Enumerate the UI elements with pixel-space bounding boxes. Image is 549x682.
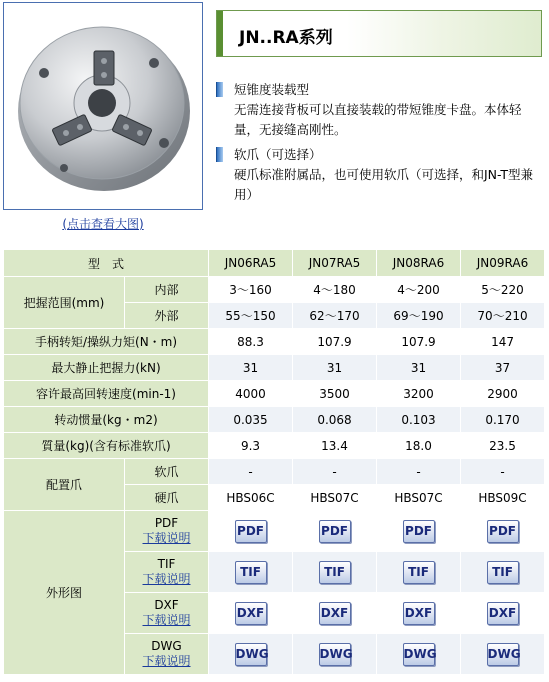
table-cell: 0.103: [377, 407, 461, 433]
grip-outer-label: 外部: [125, 303, 209, 329]
format-cell-tif: [125, 552, 209, 593]
download-instructions-link[interactable]: 下载说明: [142, 654, 191, 668]
feature-description: 硬爪标准附属品，也可使用软爪（可选择，和JN-T型兼用）: [234, 167, 534, 202]
table-cell: 107.9: [377, 329, 461, 355]
series-title: JN..RA系列: [239, 28, 333, 48]
dxf-icon[interactable]: DXF: [319, 602, 351, 625]
soft-jaw-label: 软爪: [125, 459, 209, 485]
table-row: [4, 277, 545, 303]
table-cell: 4000: [209, 381, 293, 407]
format-cell-dwg: [125, 634, 209, 675]
feature-bullet-icon: [216, 82, 223, 97]
table-row: [4, 381, 545, 407]
row-label: 最大静止把握力(kN): [4, 355, 209, 381]
table-cell: HBS06C: [209, 485, 293, 511]
grip-inner-label: 内部: [125, 277, 209, 303]
dxf-icon[interactable]: DXF: [403, 602, 435, 625]
format-type: DXF: [154, 598, 179, 612]
table-cell: 88.3: [209, 329, 293, 355]
table-cell: 18.0: [377, 433, 461, 459]
table-row: [4, 407, 545, 433]
series-title-bar: [216, 10, 542, 57]
dwg-icon[interactable]: DWG: [319, 643, 351, 666]
table-cell: 107.9: [293, 329, 377, 355]
table-cell: 69～190: [377, 303, 461, 329]
table-cell: 147: [461, 329, 545, 355]
table-cell: 31: [293, 355, 377, 381]
tif-icon[interactable]: TIF: [319, 561, 351, 584]
model-header: JN08RA6: [377, 250, 461, 277]
jaws-label: 配置爪: [4, 459, 125, 511]
dxf-icon[interactable]: DXF: [487, 602, 519, 625]
table-cell: 3～160: [209, 277, 293, 303]
row-label: 容许最高回转速度(min-1): [4, 381, 209, 407]
table-cell: 4～200: [377, 277, 461, 303]
row-label: 手柄转矩/操纵力矩(N・m): [4, 329, 209, 355]
table-cell: -: [377, 459, 461, 485]
header-model-label: 型 式: [4, 250, 209, 277]
row-label: 转动惯量(kg・m2): [4, 407, 209, 433]
table-cell: 23.5: [461, 433, 545, 459]
table-cell: 31: [209, 355, 293, 381]
pdf-icon[interactable]: PDF: [319, 520, 351, 543]
table-cell: -: [293, 459, 377, 485]
table-cell: 3500: [293, 381, 377, 407]
dxf-icon[interactable]: DXF: [235, 602, 267, 625]
pdf-icon[interactable]: PDF: [403, 520, 435, 543]
model-header: JN07RA5: [293, 250, 377, 277]
table-cell: 2900: [461, 381, 545, 407]
feature-heading: 短锥度装载型: [234, 82, 310, 97]
table-cell: 37: [461, 355, 545, 381]
dwg-icon[interactable]: DWG: [487, 643, 519, 666]
enlarge-photo-link[interactable]: (点击查看大图): [62, 217, 144, 231]
download-instructions-link[interactable]: 下载说明: [142, 531, 191, 545]
table-row: [4, 355, 545, 381]
table-row: [4, 433, 545, 459]
product-photo[interactable]: [3, 2, 203, 210]
tif-icon[interactable]: TIF: [235, 561, 267, 584]
table-cell: 0.170: [461, 407, 545, 433]
feature-description: 无需连接背板可以直接装载的带短锥度卡盘。本体轻量，无接缝高刚性。: [234, 102, 522, 137]
table-cell: 70～210: [461, 303, 545, 329]
format-type: TIF: [157, 557, 176, 571]
dwg-icon[interactable]: DWG: [403, 643, 435, 666]
format-cell-dxf: [125, 593, 209, 634]
tif-icon[interactable]: TIF: [487, 561, 519, 584]
table-cell: 13.4: [293, 433, 377, 459]
table-cell: 9.3: [209, 433, 293, 459]
table-cell: HBS07C: [377, 485, 461, 511]
spec-table: [3, 249, 545, 675]
table-cell: 55～150: [209, 303, 293, 329]
table-header-row: [4, 250, 545, 277]
table-cell: HBS07C: [293, 485, 377, 511]
hard-jaw-label: 硬爪: [125, 485, 209, 511]
table-cell: 3200: [377, 381, 461, 407]
tif-icon[interactable]: TIF: [403, 561, 435, 584]
grip-range-label: 把握范围(mm): [4, 277, 125, 329]
format-type: PDF: [154, 516, 179, 530]
model-header: JN06RA5: [209, 250, 293, 277]
download-instructions-link[interactable]: 下载说明: [142, 613, 191, 627]
feature-bullet-icon: [216, 147, 223, 162]
row-label: 質量(kg)(含有标准软爪): [4, 433, 209, 459]
pdf-icon[interactable]: PDF: [487, 520, 519, 543]
title-accent-bar: [217, 11, 223, 56]
feature-heading: 软爪（可选择）: [234, 147, 322, 162]
table-cell: -: [209, 459, 293, 485]
table-cell: 0.068: [293, 407, 377, 433]
table-cell: 4～180: [293, 277, 377, 303]
pdf-icon[interactable]: PDF: [235, 520, 267, 543]
table-cell: -: [461, 459, 545, 485]
table-row: [4, 329, 545, 355]
table-cell: 5～220: [461, 277, 545, 303]
table-cell: 0.035: [209, 407, 293, 433]
table-cell: 62～170: [293, 303, 377, 329]
dwg-icon[interactable]: DWG: [235, 643, 267, 666]
feature-block-2: [216, 145, 546, 205]
outline-label: 外形图: [4, 511, 125, 675]
format-cell-pdf: [125, 511, 209, 552]
table-cell: 31: [377, 355, 461, 381]
table-row: [4, 459, 545, 485]
table-cell: HBS09C: [461, 485, 545, 511]
download-instructions-link[interactable]: 下载说明: [142, 572, 191, 586]
table-row: [4, 511, 545, 552]
feature-block-1: [216, 80, 546, 140]
format-type: DWG: [151, 639, 182, 653]
chuck-image: [4, 3, 202, 209]
model-header: JN09RA6: [461, 250, 545, 277]
